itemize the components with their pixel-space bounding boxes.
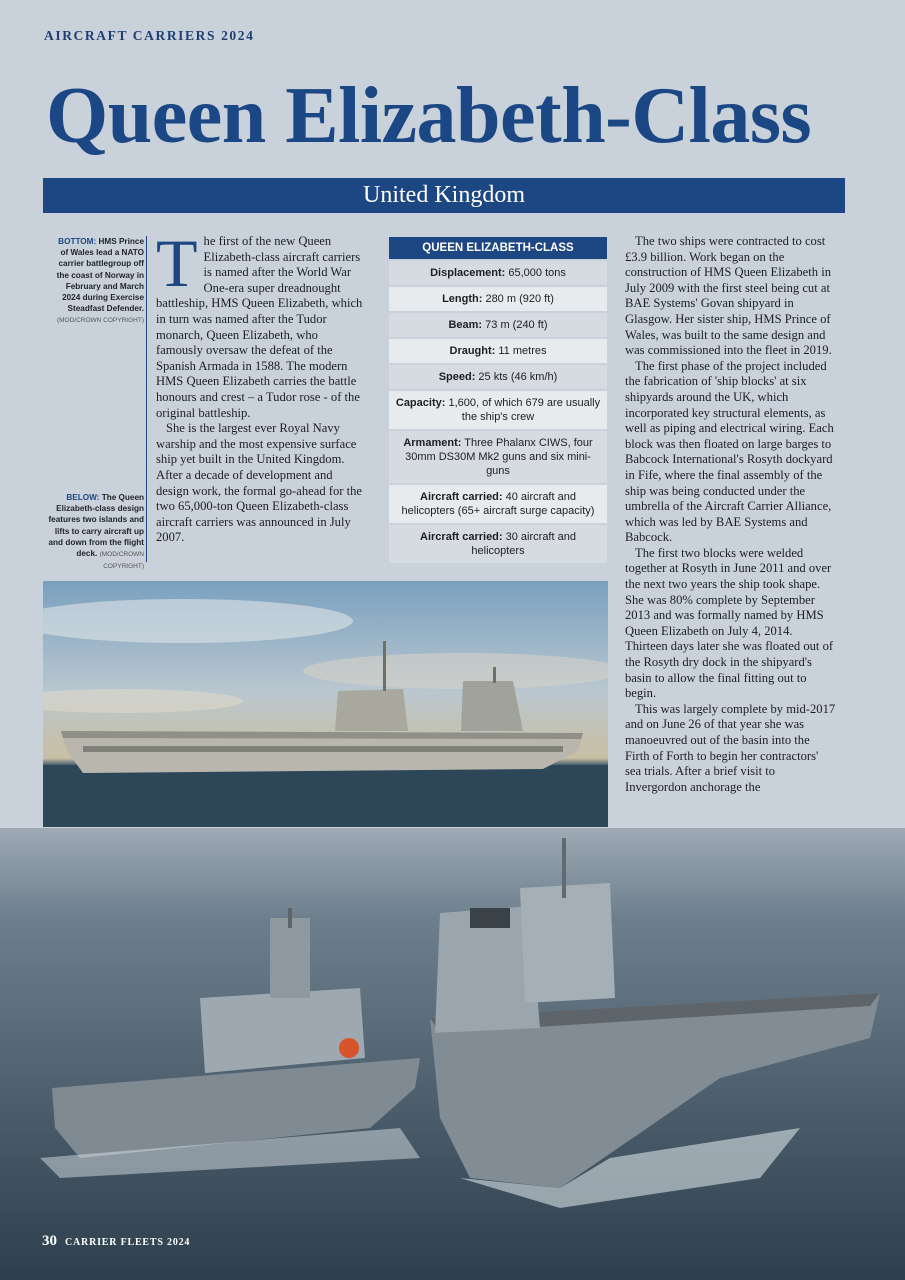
caption-tag: BOTTOM: [58, 237, 97, 246]
spec-label: Length: [442, 293, 483, 305]
spec-label: Capacity: [395, 397, 446, 409]
article-column-1 [156, 225, 366, 546]
column-divider [146, 236, 147, 562]
spec-row [389, 261, 607, 285]
caption-credit: (MOD/CROWN COPYRIGHT) [56, 317, 144, 325]
spec-value: 11 metres [495, 345, 547, 357]
article-column-3 [625, 234, 837, 795]
spec-label: Beam: [448, 319, 483, 331]
spec-label: Armament: [403, 437, 462, 449]
caption-bottom [52, 236, 144, 327]
spec-table [389, 237, 607, 563]
country-banner: United Kingdom [43, 178, 845, 213]
spec-value: 1,600, of which 679 are usually the ship's crew [445, 397, 601, 423]
spec-value: 65,000 tons [505, 267, 566, 279]
spec-label: Displacement: [430, 267, 506, 279]
paragraph: The first phase of the project included the fabrication of 'ship blocks' at six shipyards around the UK, which incorporated key structural elements, as well as piping and electrical wiring. Each block was then floated on large barges to Babcock International's Rosyth dockyard in Fife, where the final assembly of the ship was being conducted under the umbrella of the Aircraft Carrier Alliance, which was led by BAE Systems and Babcock. [625, 358, 834, 545]
spec-row [389, 485, 607, 523]
paragraph-text: he first of the new Queen Elizabeth-class aircraft carriers is named after the World War One-era super dreadnought battleship, HMS Queen Elizabeth, which in turn was named after the Tudor monarch, Queen Elizabeth, who famously oversaw the defeat of the Spanish Armada in 1588. The modern HMS Queen Elizabeth carries the battle honours and crest – a Tudor rose - of the original battleship. [156, 234, 363, 420]
section-kicker: AIRCRAFT CARRIERS 2024 [44, 28, 255, 43]
spec-row [389, 365, 607, 389]
carrier-photo-bottom [0, 828, 905, 1280]
caption-credit: (MOD/CROWN COPYRIGHT) [99, 551, 144, 571]
spec-row [389, 339, 607, 363]
caption-text: The Queen Elizabeth-class design features two islands and lifts to carry aircraft up and down from the flight deck. [48, 493, 144, 559]
spec-label: Aircraft carried: [420, 491, 503, 503]
spec-table-title: QUEEN ELIZABETH-CLASS [389, 237, 607, 259]
paragraph [156, 225, 366, 421]
paragraph: The first two blocks were welded together at Rosyth in June 2011 and over the next two years the ship took shape. She was 80% complete by September 2013 and was formally named by HMS Queen Elizabeth on July 4, 2014. Thirteen days later she was floated out of the Rosyth dry dock in the shipyard's basin to allow the final fitting out to begin. [625, 545, 834, 701]
spec-value: 30 aircraft and helicopters [471, 531, 576, 557]
carrier-photo-top [43, 581, 608, 827]
page-footer [42, 1232, 190, 1250]
spec-value: Three Phalanx CIWS, four 30mm DS30M Mk2 guns and six mini-guns [405, 437, 593, 477]
spec-value: 73 m (240 ft) [482, 319, 548, 331]
spec-row [389, 391, 607, 429]
page-number: 30 [42, 1233, 57, 1249]
spec-value: 280 m (920 ft) [482, 293, 554, 305]
publication-name: CARRIER FLEETS 2024 [65, 1237, 191, 1248]
paragraph: The two ships were contracted to cost £3.9 billion. Work began on the construction of HMS Queen Elizabeth in July 2009 with the first steel being cut at BAE Systems' Govan shipyard in Glasgow. Her sister ship, HMS Prince of Wales, was built to the same design and was commissioned into the fleet in 2019. [625, 234, 832, 358]
spec-label: Draught: [449, 345, 496, 357]
caption-below [46, 492, 144, 572]
spec-value: 40 aircraft and helicopters (65+ aircraft surge capacity) [401, 491, 595, 517]
spec-label: Speed: [438, 371, 476, 383]
spec-row [389, 431, 607, 483]
spec-row [389, 525, 607, 563]
paragraph: She is the largest ever Royal Navy warship and the most expensive surface ship yet built in the United Kingdom. After a decade of development and design work, the formal go-ahead for the two 65,000-ton Queen Elizabeth-class aircraft carriers was announced in July 2007. [156, 421, 362, 545]
spec-row [389, 287, 607, 311]
caption-tag: BELOW: [66, 493, 100, 502]
caption-text: HMS Prince of Wales lead a NATO carrier battlegroup off the coast of Norway in February and March 2024 during Exercise Steadfast Defender. [56, 237, 144, 314]
spec-value: 25 kts (46 km/h) [475, 371, 558, 383]
page-title: Queen Elizabeth-Class [46, 72, 812, 160]
paragraph: This was largely complete by mid-2017 and on June 26 of that year she was manoeuvred out of the basin into the Firth of Forth to begin her contractors' sea trials. After a brief visit to Invergordon anchorage the [625, 701, 836, 794]
spec-label: Aircraft carried: [420, 531, 503, 543]
spec-row [389, 313, 607, 337]
drop-cap: T [156, 225, 198, 301]
